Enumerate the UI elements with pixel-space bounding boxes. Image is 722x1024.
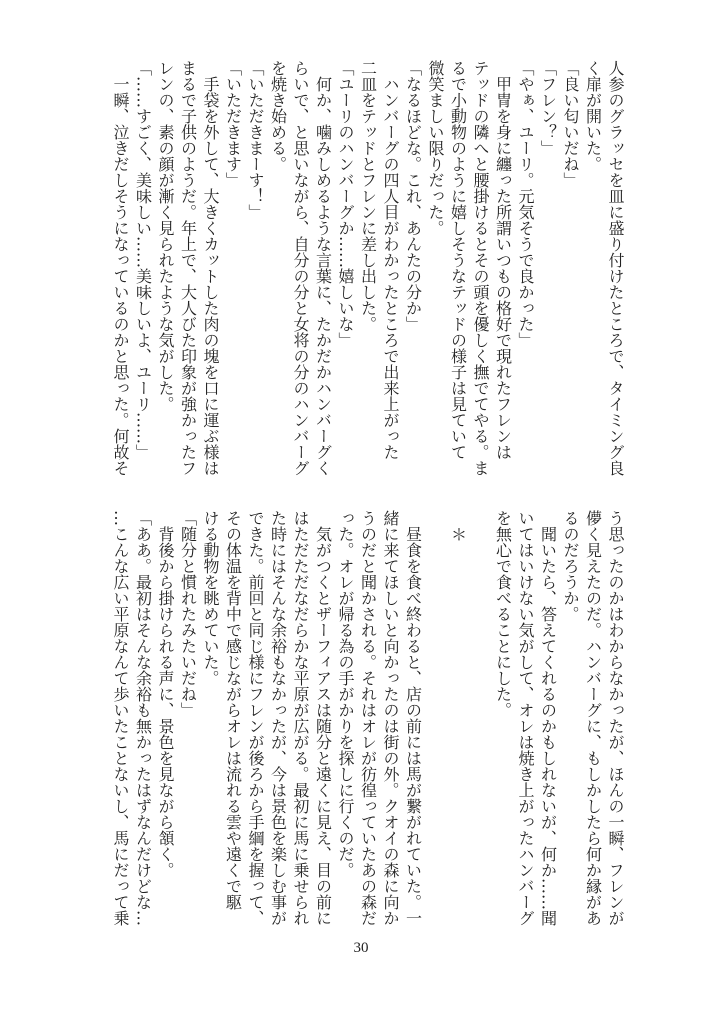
text-line: う思ったのかはわからなかったが、ほんの一瞬、フレンが	[606, 510, 625, 926]
text-line: 「ああ。最初はそんな余裕も無かったはずなんだけどな…	[133, 510, 153, 926]
text-line: った。オレが帰る為の手がかりを探しに行くのだ。	[336, 510, 355, 878]
text-line: 「……すごく、美味しい……美味しいよ、ユーリ……」	[133, 60, 153, 460]
text-line: を無心で食べることにした。	[493, 510, 513, 718]
text-line: 人参のグラッセを皿に盛り付けたところで、タイミング良	[606, 60, 625, 476]
text-line: らいで、と思いながら、自分の分と女将の分のハンバーグ	[291, 60, 310, 476]
text-line: るのだろうか。	[561, 510, 580, 622]
text-line: うのだと聞かされる。それはオレが彷徨っていたあの森だ	[358, 510, 378, 926]
text-line: 背後から掛けられる声に、景色を見ながら頷く。	[156, 510, 175, 878]
text-block-top	[106, 60, 626, 480]
text-line: るで小動物のように嬉しそうなテッドの様子は見ていて	[448, 60, 468, 460]
text-line: 甲冑を身に纏った所謂いつもの格好で現れたフレンは	[493, 60, 513, 460]
text-line: 「いただきまーす！」	[246, 60, 265, 220]
text-line: 聞いたら、答えてくれるのかもしれないが、何か……聞	[538, 510, 558, 926]
text-line: …こんな広い平原なんて歩いたことないし、馬にだって乗	[111, 510, 130, 926]
text-line	[469, 510, 492, 930]
text-line: レンの、素の顔が漸く見られたような気がした。	[156, 60, 175, 412]
text-line: 手袋を外して、大きくカットした肉の塊を口に運ぶ様は	[201, 60, 220, 476]
text-line: 昼食を食べ終わると、店の前には馬が繋がれていた。一	[403, 510, 423, 926]
text-line: を焼き始める。	[268, 60, 288, 172]
page-number: 30	[353, 940, 369, 956]
text-line: た時にはそんな余裕もなかったが、今は景色を楽しむ事が	[268, 510, 288, 926]
text-line: 「フレン？」	[538, 60, 558, 156]
text-line: テッドの隣へと腰掛けるとその頭を優しく撫でてやる。ま	[471, 60, 490, 476]
text-line: 何か、噛みしめるような言葉に、たかだかハンバーグく	[313, 60, 333, 476]
text-line: まるで子供のようだ。年上で、大人びた印象が強かったフ	[178, 60, 198, 476]
text-line: いてはいけない気がして、オレは焼き上がったハンバーグ	[516, 510, 535, 926]
text-line: く扉が開いた。	[583, 60, 603, 172]
text-line: ハンバーグの四人目がわかったところで出来上がった	[381, 60, 400, 460]
text-line: 緒に来てほしいと向かったのは街の外。クオイの森に向か	[381, 510, 400, 926]
text-block-bottom	[106, 510, 626, 930]
text-line	[424, 510, 447, 930]
text-line: 「良い匂いだね」	[561, 60, 580, 188]
text-line: 気がつくとザーフィアスは随分と遠くに見え、目の前に	[313, 510, 333, 926]
text-line: ＊	[448, 510, 468, 542]
text-line: 「なるほどな。これ、あんたの分か」	[403, 60, 423, 332]
text-line: 「やぁ、ユーリ。元気そうで良かった」	[516, 60, 535, 348]
text-line: 「いただきます」	[223, 60, 243, 188]
text-line: できた。前回と同じ様にフレンが後ろから手綱を握って、	[246, 510, 265, 926]
text-line: 一瞬、泣きだしそうになっているのかと思った。何故そ	[111, 60, 130, 476]
text-line: 「ユーリのハンバーグか……嬉しいな」	[336, 60, 355, 348]
text-line: 微笑ましい限りだった。	[426, 60, 445, 236]
text-line: 二皿をテッドとフレンに差し出した。	[358, 60, 378, 332]
text-line: その体温を背中で感じながらオレは流れる雲や遠くで駆	[223, 510, 243, 910]
text-line: はただただなだらかな平原が広がる。最初に馬に乗せられ	[291, 510, 310, 926]
text-line: 「随分と慣れたみたいだね」	[178, 510, 198, 718]
text-line: 儚く見えたのだ。ハンバーグに、もしかしたら何か縁があ	[583, 510, 603, 926]
text-line: ける動物を眺めていた。	[201, 510, 220, 686]
